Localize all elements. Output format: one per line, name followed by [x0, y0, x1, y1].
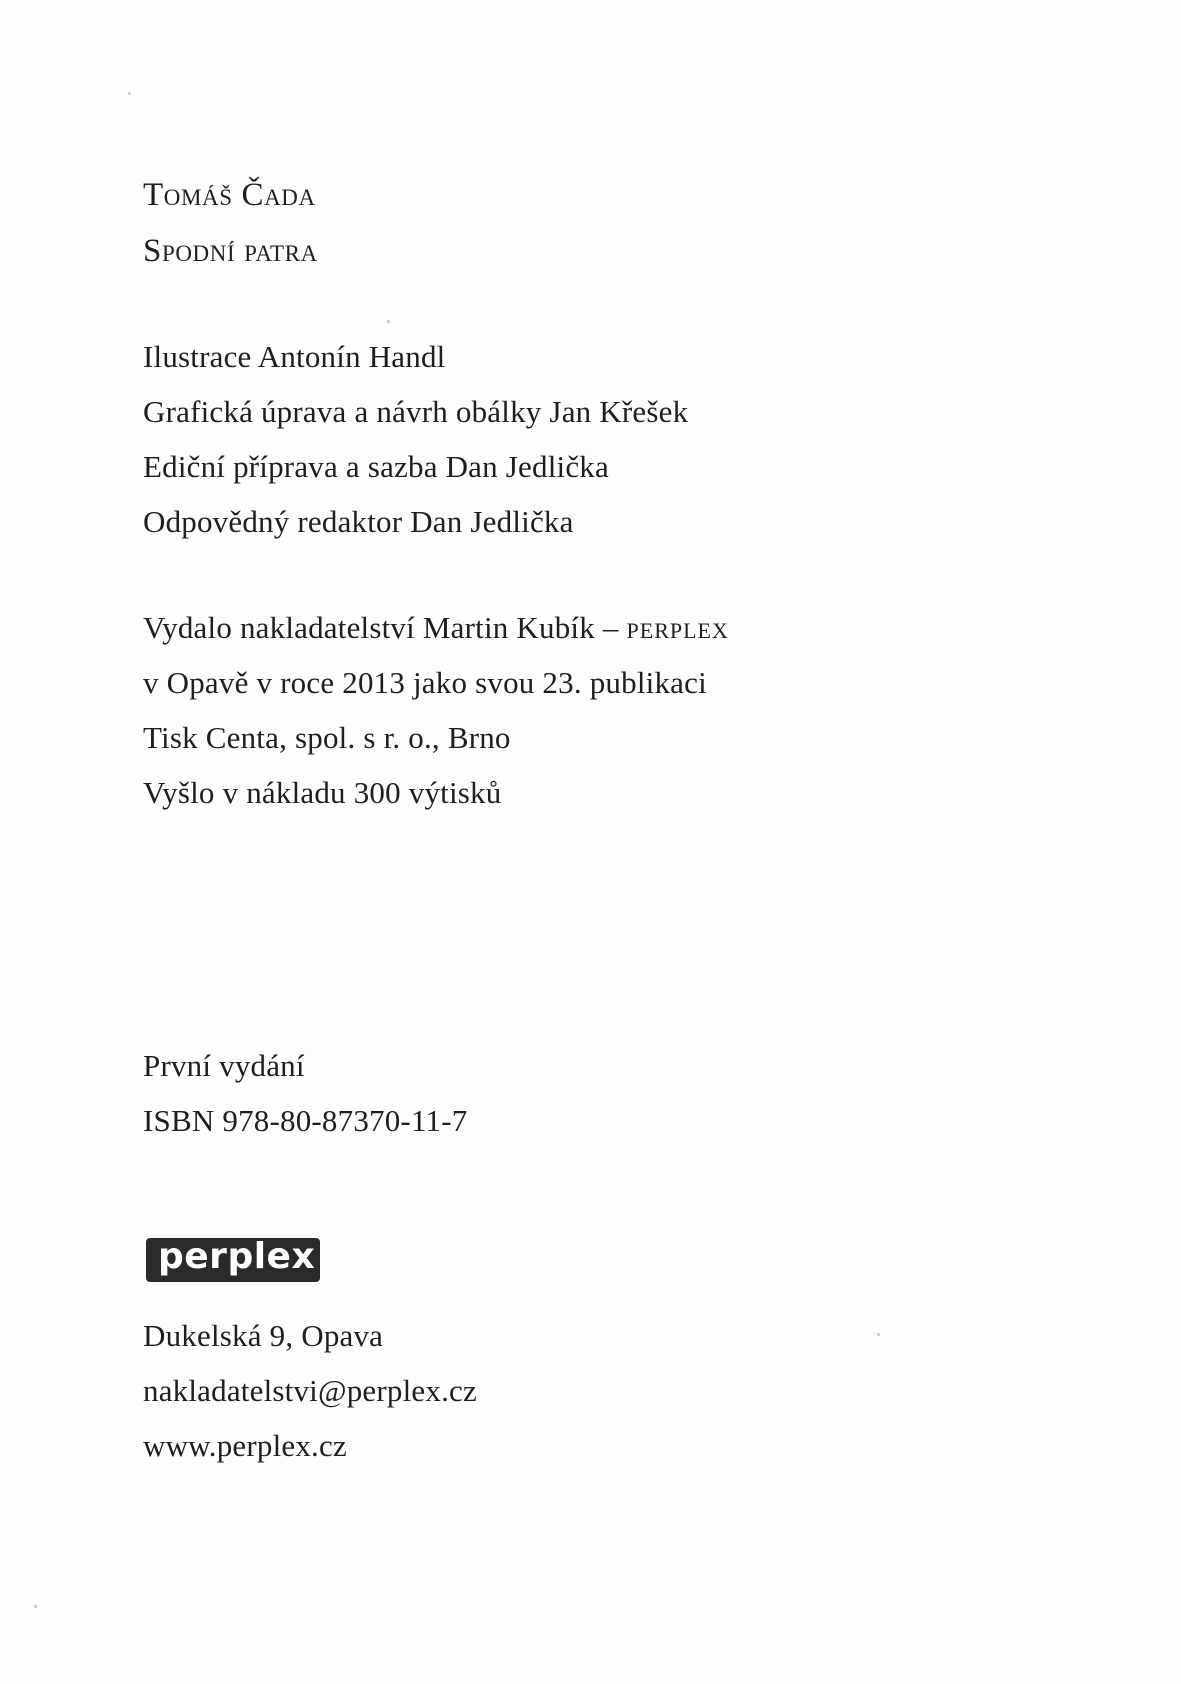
- publisher-brand: perplex: [626, 610, 729, 645]
- edition-block: [143, 1038, 467, 1148]
- contact-block: [143, 1308, 477, 1473]
- address: Dukelská 9, Opava: [143, 1318, 384, 1353]
- author-name: Tomáš Čada: [143, 177, 316, 213]
- edition-label: První vydání: [143, 1048, 305, 1083]
- credit-design: Grafická úprava a návrh obálky Jan Křešek: [143, 394, 689, 429]
- credit-typesetting: Ediční příprava a sazba Dan Jedlička: [143, 449, 609, 484]
- publisher-name: Vydalo nakladatelství Martin Kubík –: [143, 610, 627, 645]
- credits-block: [143, 329, 688, 549]
- paper-speck: [877, 1333, 880, 1336]
- publisher-block: [143, 600, 729, 820]
- print-run: Vyšlo v nákladu 300 výtisků: [143, 775, 502, 810]
- email: nakladatelstvi@perplex.cz: [143, 1373, 477, 1408]
- book-title: Spodní patra: [143, 233, 318, 269]
- paper-speck: [34, 1605, 37, 1608]
- perplex-logo: [146, 1238, 320, 1282]
- title-block: [143, 167, 318, 279]
- logo-text: perplex: [158, 1238, 316, 1277]
- publication-place-year: v Opavě v roce 2013 jako svou 23. publikaci: [143, 665, 707, 700]
- credit-illustrations: Ilustrace Antonín Handl: [143, 339, 446, 374]
- paper-speck: [128, 92, 131, 95]
- publisher-line: [143, 600, 729, 655]
- printer-info: Tisk Centa, spol. s r. o., Brno: [143, 720, 511, 755]
- website: www.perplex.cz: [143, 1428, 347, 1463]
- paper-speck: [387, 320, 390, 323]
- isbn: ISBN 978-80-87370-11-7: [143, 1103, 468, 1138]
- credit-editor: Odpovědný redaktor Dan Jedlička: [143, 504, 574, 539]
